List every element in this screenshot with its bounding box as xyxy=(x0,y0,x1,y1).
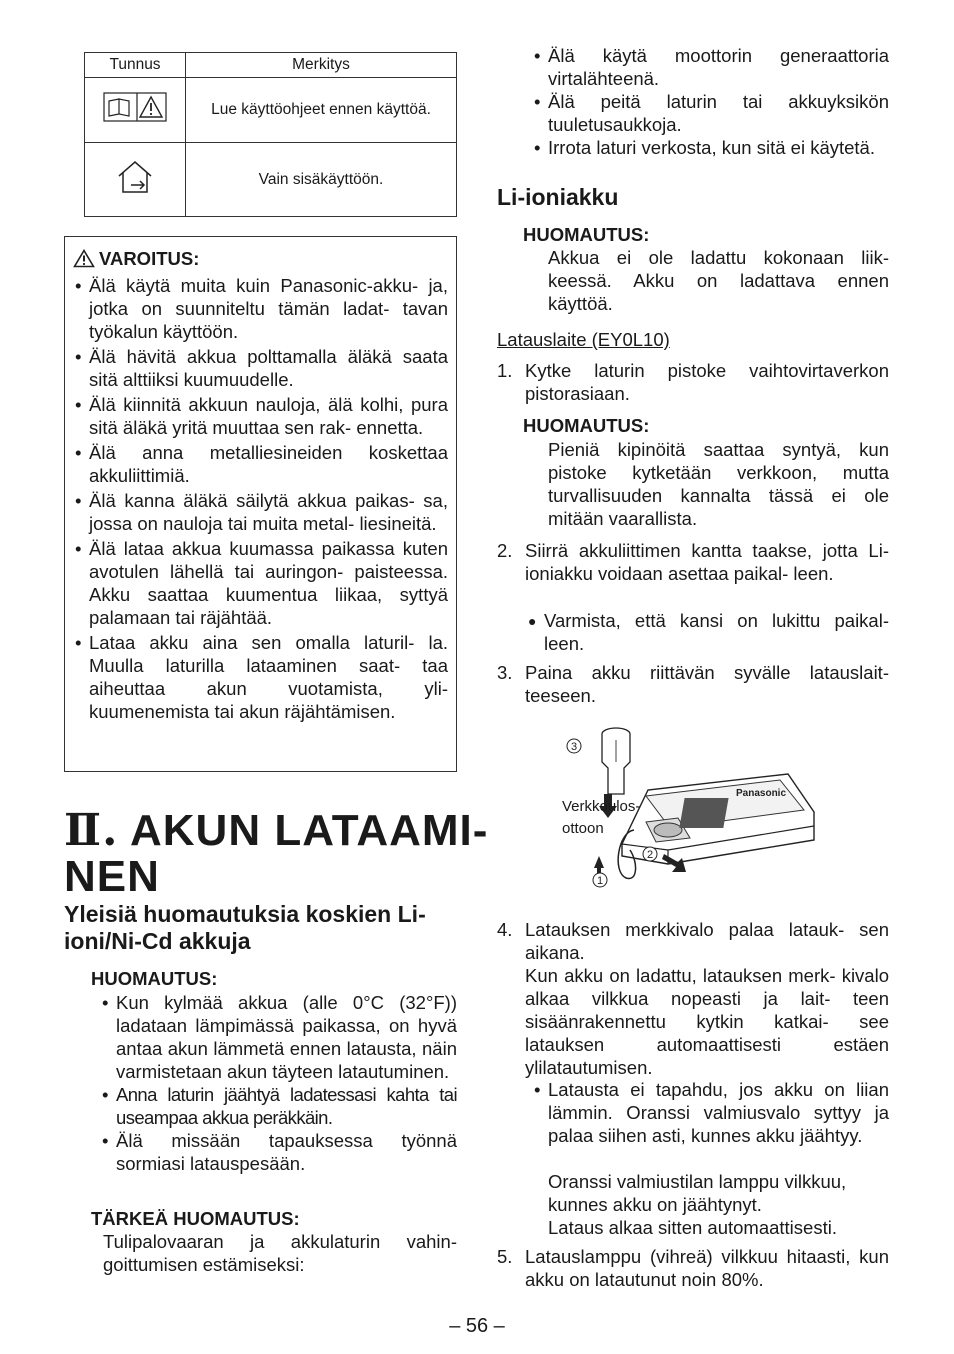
symbol-cell xyxy=(85,78,186,143)
warning-triangle-icon xyxy=(73,249,95,268)
step-1 xyxy=(497,359,889,405)
section-note-list xyxy=(100,991,457,1175)
important-text: Tulipalovaaran ja akkulaturin vahin- goittumisen estämiseksi: xyxy=(103,1231,457,1275)
step-text: Kytke laturin pistoke vaihtovirtaverkon pistorasiaan. xyxy=(525,360,889,404)
note2-text: Pieniä kipinöitä saattaa syntyä, kun pistoke kytketään verkkoon, mutta turvallisuuden kannalta tässä ei ole mitään vaarallista. xyxy=(548,439,889,529)
meaning-header: Merkitys xyxy=(186,53,457,78)
right-top-list xyxy=(532,44,889,159)
warning-item: • Älä lataa akkua kuumassa paikassa kuten avotulen lähellä tai auringon- paisteessa. Akku saattaa kuumentua liikaa, syttyä palamaan tai räjähtää. xyxy=(73,537,448,629)
charger-label: Latauslaite (EY0L10) xyxy=(497,329,670,350)
step-number: 2. xyxy=(497,540,513,561)
step-4-bullets xyxy=(532,1078,889,1147)
charger-figure xyxy=(560,722,822,892)
step-2-bullet: ● Varmista, että kansi on lukittu paikal- leen. xyxy=(528,609,889,655)
right-top-item: • Irrota laturi verkosta, kun sitä ei käytetä. xyxy=(532,136,889,159)
section-subtitle: Yleisiä huomautuksia koskien Li-ioni/Ni-Cd akkuja xyxy=(64,901,426,954)
warning-title: VAROITUS: xyxy=(99,248,200,269)
note2-title: HUOMAUTUS: xyxy=(523,415,650,436)
important-title: TÄRKEÄ HUOMAUTUS: xyxy=(91,1208,300,1229)
warning-title-row xyxy=(73,247,199,270)
book-warning-icon xyxy=(103,92,167,122)
note1-text: Akkua ei ole ladattu kokonaan liik- keessä. Akku on ladattava ennen käyttöä. xyxy=(548,247,889,314)
step-number: 3. xyxy=(497,662,513,683)
right-top-item: • Älä peitä laturin tai akkuyksikön tuuletusaukkoja. xyxy=(532,90,889,136)
warning-list xyxy=(73,274,448,723)
section-note-item: • Älä missään tapauksessa työnnä sormiasi latauspesään. xyxy=(100,1129,457,1175)
step-text: Latauksen merkkivalo palaa latauk- sen aikana. xyxy=(525,919,889,963)
section-title-line1: AKUN LATAAMI- xyxy=(130,806,489,855)
step-2 xyxy=(497,539,889,585)
brand-label: Panasonic xyxy=(736,788,787,799)
warning-item: • Älä kiinnitä akkuun nauloja, älä kolhi, pura sitä äläkä yritä muuttaa sen rak- ennetta. xyxy=(73,393,448,439)
section-note-title: HUOMAUTUS: xyxy=(91,968,218,989)
section-heading xyxy=(64,805,489,856)
section-note-item: • Anna laturin jäähtyä ladatessasi kahta tai useampaa akkua peräkkäin. xyxy=(100,1083,457,1129)
callout-3: 3 xyxy=(570,741,578,753)
li-ion-heading: Li-ioniakku xyxy=(497,184,619,210)
step-3 xyxy=(497,661,889,707)
warning-item: • Älä kanna äläkä säilytä akkua paikas- sa, jossa on nauloja tai muita metal- liesineitä. xyxy=(73,489,448,535)
step-number: 4. xyxy=(497,919,513,940)
step-4-bullet-cont1: Oranssi valmiustilan lamppu vilkkuu, kunnes akku on jäähtynyt. xyxy=(548,1171,847,1215)
section-note-item: • Kun kylmää akkua (alle 0°C (32°F)) ladataan lämpimässä paikassa, on hyvä antaa akun lämmetä ennen latausta, näin varmistetaan akun täyteen latautuminen. xyxy=(100,991,457,1083)
step-text: Latauslamppu (vihreä) vilkkuu hitaasti, kun akku on latautunut noin 80%. xyxy=(525,1246,889,1290)
warning-box xyxy=(64,236,457,772)
step-5 xyxy=(497,1245,889,1291)
section-title-line2: NEN xyxy=(64,852,160,901)
callout-1: 1 xyxy=(596,875,604,887)
symbol-header: Tunnus xyxy=(85,53,186,78)
warning-item: • Lataa akku aina sen omalla laturil- la. Muulla laturilla lataaminen saat- taa aiheuttaa akun vuotamista, yli- kuumenemista tai akun räjähtämisen. xyxy=(73,631,448,723)
step-number: 1. xyxy=(497,360,513,381)
page-number: – 56 – xyxy=(449,1315,505,1337)
warning-item: • Älä hävitä akkua polttamalla äläkä saata sitä alttiiksi kuumuudelle. xyxy=(73,345,448,391)
step-2-bullets xyxy=(528,609,889,655)
step-4-bullet: • Latausta ei tapahdu, jos akku on liian lämmin. Oranssi valmiusvalo syttyy ja palaa siihen asti, kunnes akku jäähtyy. xyxy=(532,1078,889,1147)
outlet-label: Verkkoulos- ottoon xyxy=(562,798,641,837)
step-text: Siirrä akkuliittimen kantta taakse, jotta Li-ioniakku voidaan asettaa paikal- leen. xyxy=(525,540,889,584)
step-4-bullet-cont2: Lataus alkaa sitten automaattisesti. xyxy=(548,1217,837,1238)
symbol-table xyxy=(84,52,457,217)
symbol-cell xyxy=(85,143,186,217)
right-top-item: • Älä käytä moottorin generaattoria virtalähteenä. xyxy=(532,44,889,90)
callout-2: 2 xyxy=(646,849,654,861)
step-text: Paina akku riittävän syvälle latauslait- teeseen. xyxy=(525,662,889,706)
step-number: 5. xyxy=(497,1246,513,1267)
section-numeral: Ⅱ. xyxy=(64,805,119,856)
meaning-cell: Lue käyttöohjeet ennen käyttöä. xyxy=(186,78,457,143)
step-4-detail: Kun akku on ladattu, latauksen merk- kivalo alkaa vilkkua nopeasti ja lait- teen sisäänrakennettu kytkin katkai- see latauksen automaattisesti estäen ylilatautumisen. xyxy=(525,965,889,1078)
indoor-house-icon xyxy=(115,159,155,195)
warning-item: • Älä anna metalliesineiden koskettaa akkuliittimiä. xyxy=(73,441,448,487)
step-4 xyxy=(497,918,889,964)
note1-title: HUOMAUTUS: xyxy=(523,224,650,245)
warning-item: • Älä käytä muita kuin Panasonic-akku- ja, jotka on suunniteltu tämän ladat- tavan työkalun käyttöön. xyxy=(73,274,448,343)
meaning-cell: Vain sisäkäyttöön. xyxy=(186,143,457,217)
